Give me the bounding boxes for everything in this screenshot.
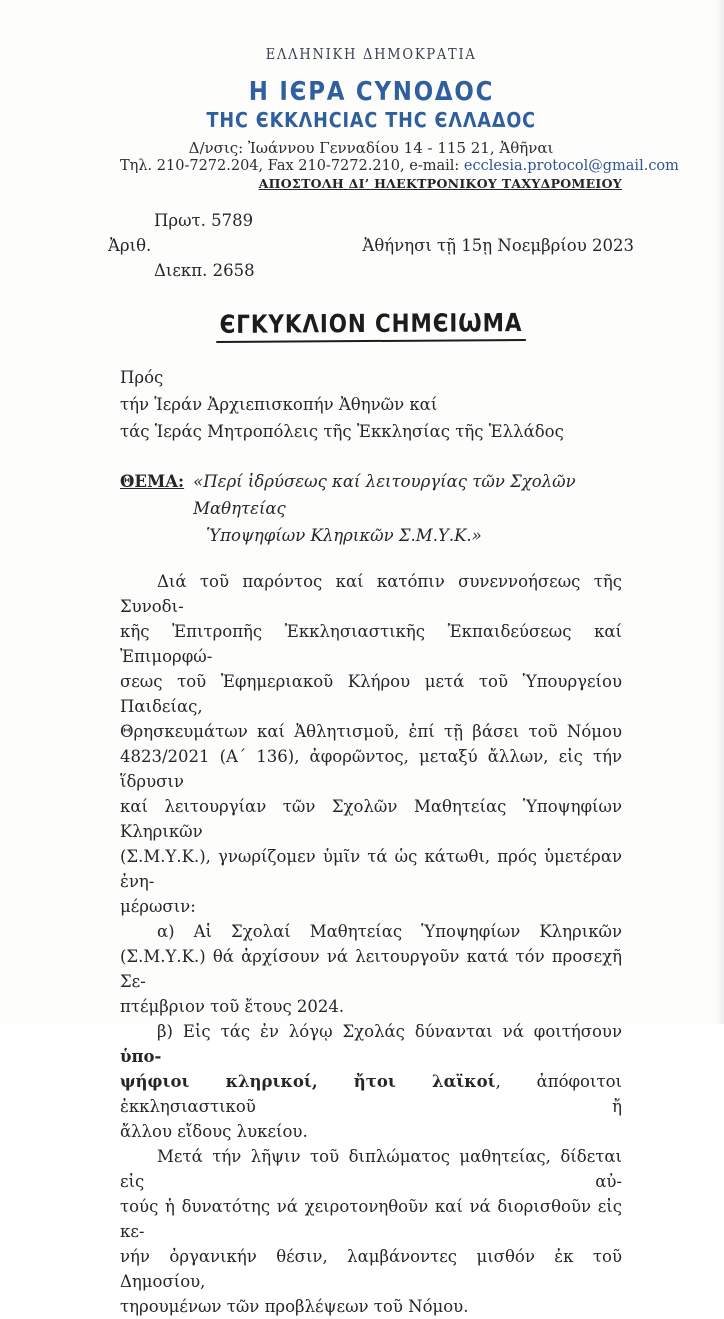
reference-row — [108, 233, 634, 258]
body-line: κῆς Ἐπιτροπῆς Ἐκκλησιαστικῆς Ἐκπαιδεύσεως καί Ἐπιμορφώ- — [120, 622, 622, 666]
synod-title-line2: ΤΗϹ ЄΚΚΛΗϹΙΑϹ ΤΗϹ ЄΛΛΑΔΟϹ — [206, 108, 536, 132]
subject-block — [120, 468, 622, 549]
phone-fax-text: Τηλ. 210-7272.204, Fax 210-7272.210, e-mail: — [120, 158, 464, 174]
recipient-line: τήν Ἱεράν Ἀρχιεπισκοπήν Ἀθηνῶν καί — [120, 395, 438, 414]
reference-number-label: Ἀριθ. — [108, 236, 152, 255]
body-line: πτέμβριον τοῦ ἔτους 2024. — [120, 997, 345, 1016]
dateline: Ἀθήνησι τῇ 15ῃ Νοεμβρίου 2023 — [362, 236, 634, 255]
synod-title-row1 — [120, 63, 622, 107]
subject-line2: Ὑποψηφίων Κληρικῶν Σ.Μ.Υ.Κ.» — [206, 526, 482, 545]
body-text — [120, 569, 622, 1319]
letterhead — [120, 0, 679, 191]
body-line: α) Αἱ Σχολαί Μαθητείας Ὑποψηφίων Κληρικῶν — [157, 922, 622, 941]
state-name: ΕΛΛΗΝΙΚΗ ΔΗΜΟΚΡΑΤΙΑ — [265, 45, 477, 63]
body-line: β) Εἰς τάς ἐν λόγῳ Σχολάς δύνανται νά φοιτήσουν ὑπο- — [120, 1022, 622, 1066]
paragraph — [120, 919, 622, 1019]
body-line: ψήφιοι κληρικοί, ἤτοι λαϊκοί, ἀπόφοιτοι ἐκκλησιαστικοῦ ἤ — [120, 1072, 622, 1116]
body-line: σεως τοῦ Ἐφημεριακοῦ Κλήρου μετά τοῦ Ὑπουργείου Παιδείας, — [120, 672, 622, 716]
subject-line1: «Περί ἱδρύσεως καί λειτουργίας τῶν Σχολῶν Μαθητείας — [193, 472, 576, 518]
synod-title-line1: Η ΙЄΡΑ ϹΥΝΟΔΟϹ — [248, 77, 494, 107]
paragraph — [120, 1019, 622, 1144]
page-content — [108, 0, 679, 1319]
body-line: νήν ὀργανικήν θέσιν, λαμβάνοντες μισθόν ἐκ τοῦ Δημοσίου, — [120, 1247, 622, 1291]
body-line: ἄλλου εἴδους λυκείου. — [120, 1122, 308, 1141]
subject-text — [193, 468, 622, 549]
body-line: (Σ.Μ.Υ.Κ.) θά ἀρχίσουν νά λειτουργοῦν κατά τόν προσεχῆ Σε- — [120, 947, 622, 991]
recipient-line: τάς Ἱεράς Μητροπόλεις τῆς Ἐκκλησίας τῆς Ἑλλάδος — [120, 422, 564, 441]
email-text: ecclesia.protocol@gmail.com — [463, 158, 679, 174]
recipient-line: Πρός — [120, 368, 164, 387]
delivery-note: ΑΠΟΣΤΟΛΗ ΔΙ’ ΗΛΕΚΤΡΟΝΙΚΟΥ ΤΑΧΥΔΡΟΜΕΙΟΥ — [258, 176, 622, 191]
body-line: Διά τοῦ παρόντος καί κατόπιν συνεννοήσεως τῆς Συνοδι- — [120, 572, 622, 616]
document-title: ЄΓΚΥΚΛΙΟΝ ϹΗΜЄΙѠΜΑ — [216, 308, 526, 343]
dispatch-number: Διεκπ. 2658 — [154, 261, 255, 280]
body-line: Θρησκευμάτων καί Ἀθλητισμοῦ, ἐπί τῇ βάσει τοῦ Νόμου — [120, 722, 622, 741]
reference-block — [108, 208, 634, 283]
address-line: Δ/νσις: Ἰωάννου Γενναδίου 14 - 115 21, Ἀθῆναι — [188, 139, 554, 157]
body-line: τηρουμένων τῶν προβλέψεων τοῦ Νόμου. — [120, 1297, 469, 1316]
body-line: τούς ἡ δυνατότης νά χειροτονηθοῦν καί νά διορισθοῦν εἰς κε- — [120, 1197, 622, 1241]
state-name-line — [120, 44, 622, 63]
body-line: καί λειτουργίαν τῶν Σχολῶν Μαθητείας Ὑποψηφίων Κληρικῶν — [120, 797, 622, 841]
contact-line — [120, 158, 679, 174]
synod-title-row2 — [120, 107, 622, 132]
paragraph — [120, 1144, 622, 1319]
title-row — [120, 309, 622, 342]
subject-label: ΘΕΜΑ: — [120, 472, 185, 491]
body-line: μέρωσιν: — [120, 897, 196, 916]
body-line: (Σ.Μ.Υ.Κ.), γνωρίζομεν ὑμῖν τά ὡς κάτωθι, πρός ὑμετέραν ἐνη- — [120, 847, 622, 891]
paragraph — [120, 569, 622, 919]
body-line: 4823/2021 (Α΄ 136), ἀφορῶντος, μεταξύ ἄλλων, εἰς τήν ἵδρυσιν — [120, 747, 622, 791]
body-line: Μετά τήν λῆψιν τοῦ διπλώματος μαθητείας, δίδεται εἰς αὐ- — [120, 1147, 622, 1191]
recipient-block — [120, 364, 622, 445]
protocol-number: Πρωτ. 5789 — [154, 211, 254, 230]
